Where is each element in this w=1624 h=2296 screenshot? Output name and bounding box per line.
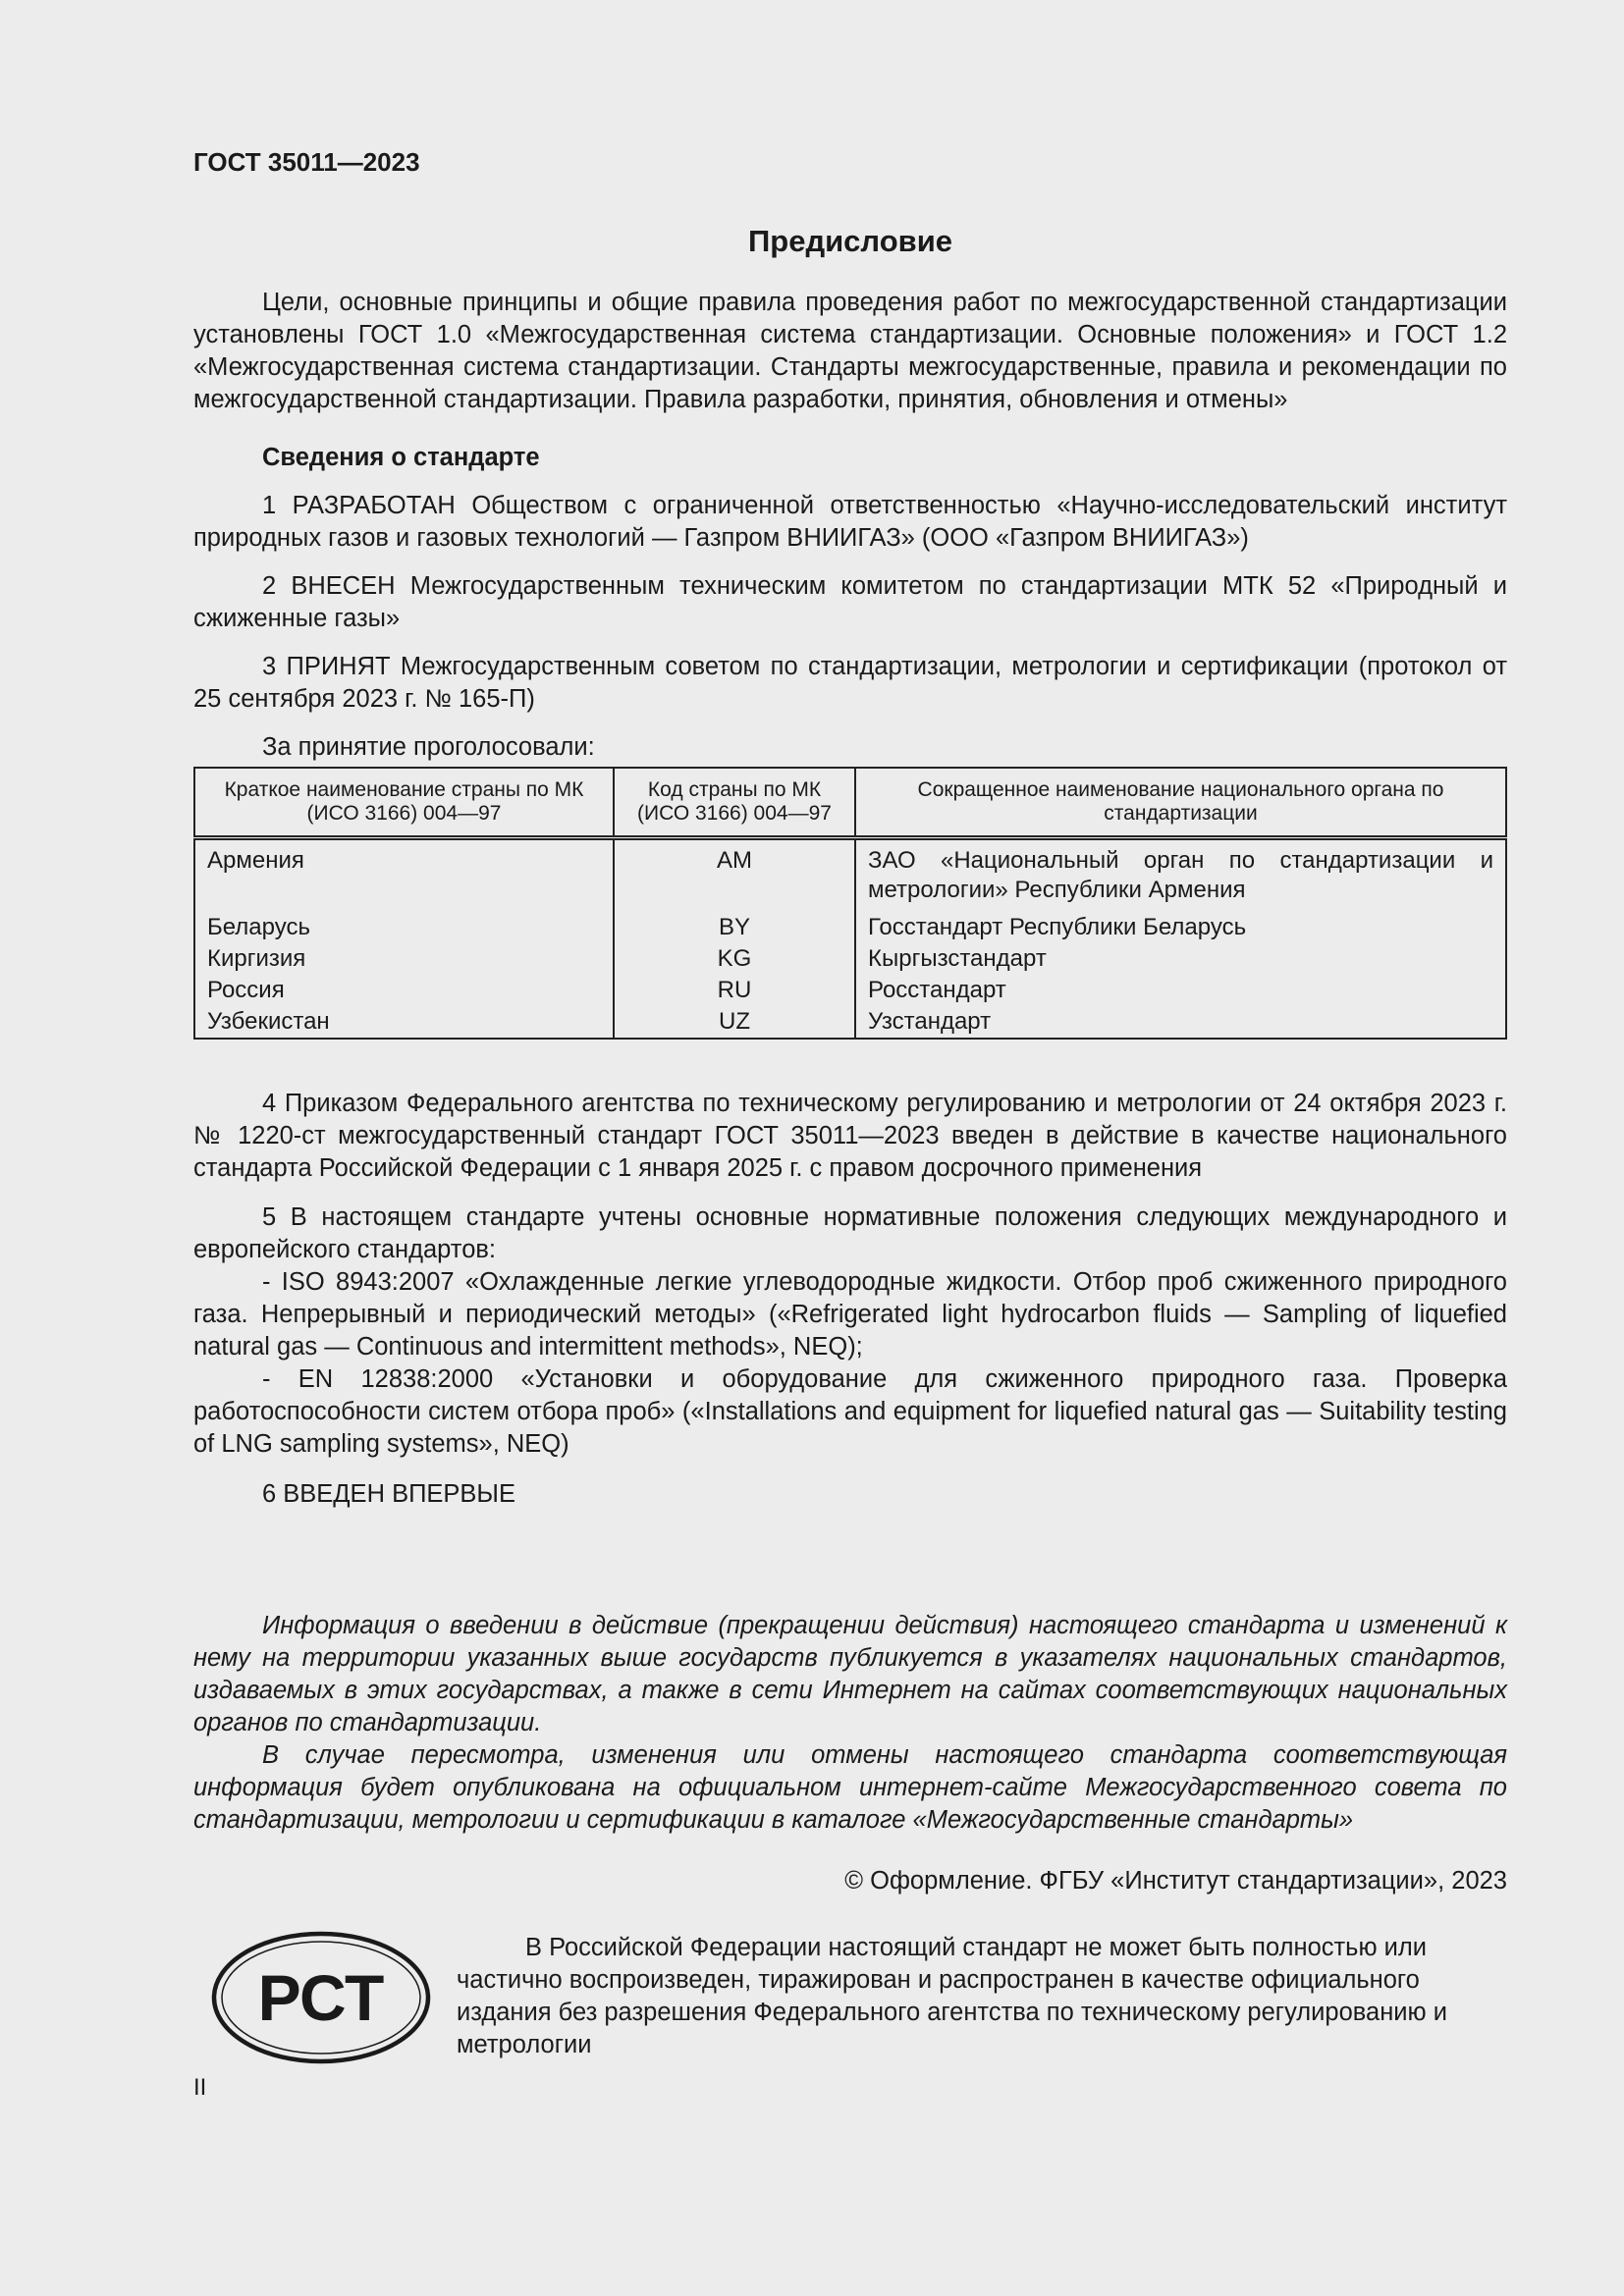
cell-org: Госстандарт Республики Беларусь (855, 912, 1506, 943)
cell-country: Киргизия (194, 943, 614, 975)
item-5-block (193, 1201, 1507, 1461)
table-header-row (194, 768, 1506, 838)
header-country-name: Краткое наименование страны по МК (ИСО 3166) 004—97 (194, 768, 614, 838)
item-6-block (193, 1478, 1507, 1511)
header-country-code: Код страны по МК (ИСО 3166) 004—97 (614, 768, 855, 838)
reference-iso: - ISO 8943:2007 «Охлажденные легкие углеводородные жидкости. Отбор проб сжиженного природного газа. Непрерывный и периодический методы» («Refrigerated light hydrocarbon fluids — Sampling of liquefied natural gas — Continuous and intermittent methods», NEQ); (193, 1268, 1507, 1361)
cell-code: AM (614, 838, 855, 913)
cell-org: Узстандарт (855, 1006, 1506, 1039)
item-4-block (193, 1088, 1507, 1185)
cell-code: KG (614, 943, 855, 975)
section-heading: Сведения о стандарте (262, 444, 540, 471)
table-row (194, 943, 1506, 975)
intro-section (193, 287, 1507, 416)
cell-code: RU (614, 975, 855, 1006)
page-number: II (193, 2074, 207, 2101)
item-adopted: 3 ПРИНЯТ Межгосударственным советом по стандартизации, метрологии и сертификации (протокол от 25 сентября 2023 г. № 165-П) (193, 653, 1507, 713)
cell-code: BY (614, 912, 855, 943)
rst-certification-mark-icon (210, 1930, 432, 2070)
rights-paragraph: В Российской Федерации настоящий стандарт не может быть полностью или частично воспроизведен, тиражирован и распространен в качестве официального издания без разрешения Федерального агентства по техническому регулированию и метрологии (457, 1934, 1447, 2058)
vote-label: За принятие проголосовали: (262, 733, 595, 761)
publication-info (193, 1610, 1507, 1837)
table-row (194, 1006, 1506, 1039)
item-2-block (193, 570, 1507, 635)
cell-country: Армения (194, 838, 614, 913)
item-submitted: 2 ВНЕСЕН Межгосударственным техническим комитетом по стандартизации МТК 52 «Природный и сжиженные газы» (193, 572, 1507, 632)
reproduction-rights (457, 1932, 1507, 2061)
cell-org: Росстандарт (855, 975, 1506, 1006)
table-row (194, 912, 1506, 943)
cell-country: Беларусь (194, 912, 614, 943)
vote-label-block (193, 731, 1507, 764)
standard-info-heading-block (193, 442, 1507, 474)
cell-country: Россия (194, 975, 614, 1006)
reference-en: - EN 12838:2000 «Установки и оборудование для сжиженного природного газа. Проверка работоспособности систем отбора проб» («Installations and equipment for liquefied natural gas — Suitability testing of LNG sampling systems», NEQ) (193, 1365, 1507, 1458)
intro-paragraph: Цели, основные принципы и общие правила проведения работ по межгосударственной стандартизации установлены ГОСТ 1.0 «Межгосударственная система стандартизации. Основные положения» и ГОСТ 1.2 «Межгосударственная система стандартизации. Стандарты межгосударственные, правила и рекомендации по межгосударственной стандартизации. Правила разработки, принятия, обновления и отмены» (193, 289, 1507, 413)
header-national-body: Сокращенное наименование национального органа по стандартизации (855, 768, 1506, 838)
cell-country: Узбекистан (194, 1006, 614, 1039)
item-1-block (193, 490, 1507, 555)
cell-org: Кыргызстандарт (855, 943, 1506, 975)
table-row (194, 838, 1506, 913)
item-first-introduced: 6 ВВЕДЕН ВПЕРВЫЕ (262, 1480, 516, 1508)
document-id: ГОСТ 35011—2023 (193, 147, 420, 177)
item-enacted: 4 Приказом Федерального агентства по техническому регулированию и метрологии от 24 октября 2023 г. № 1220-ст межгосударственный стандарт ГОСТ 35011—2023 введен в действие в качестве национального стандарта Российской Федерации с 1 января 2025 г. с правом досрочного применения (193, 1090, 1507, 1182)
item-developed: 1 РАЗРАБОТАН Обществом с ограниченной ответственностью «Научно-исследовательский институт природных газов и газовых технологий — Газпром ВНИИГАЗ» (ООО «Газпром ВНИИГАЗ») (193, 492, 1507, 552)
page-title: Предисловие (747, 224, 952, 258)
item-3-block (193, 651, 1507, 716)
cell-org: ЗАО «Национальный орган по стандартизации и метрологии» Республики Армения (855, 838, 1506, 913)
item-referenced-standards: 5 В настоящем стандарте учтены основные нормативные положения следующих международного и европейского стандартов: (193, 1203, 1507, 1263)
info-paragraph-1: Информация о введении в действие (прекращении действия) настоящего стандарта и изменений к нему на территории указанных выше государств публикуется в указателях национальных стандартов, издаваемых в этих государствах, а также в сети Интернет на сайтах соответствующих национальных органов по стандартизации. (193, 1612, 1507, 1736)
voting-table (193, 767, 1507, 1040)
cell-code: UZ (614, 1006, 855, 1039)
table-row (194, 975, 1506, 1006)
logo-lettering: РСТ (257, 1961, 385, 2034)
copyright-line: © Оформление. ФГБУ «Институт стандартизации», 2023 (844, 1867, 1507, 1895)
info-paragraph-2: В случае пересмотра, изменения или отмены настоящего стандарта соответствующая информация будет опубликована на официальном интернет-сайте Межгосударственного совета по стандартизации, метрологии и сертификации в каталоге «Межгосударственные стандарты» (193, 1741, 1507, 1834)
